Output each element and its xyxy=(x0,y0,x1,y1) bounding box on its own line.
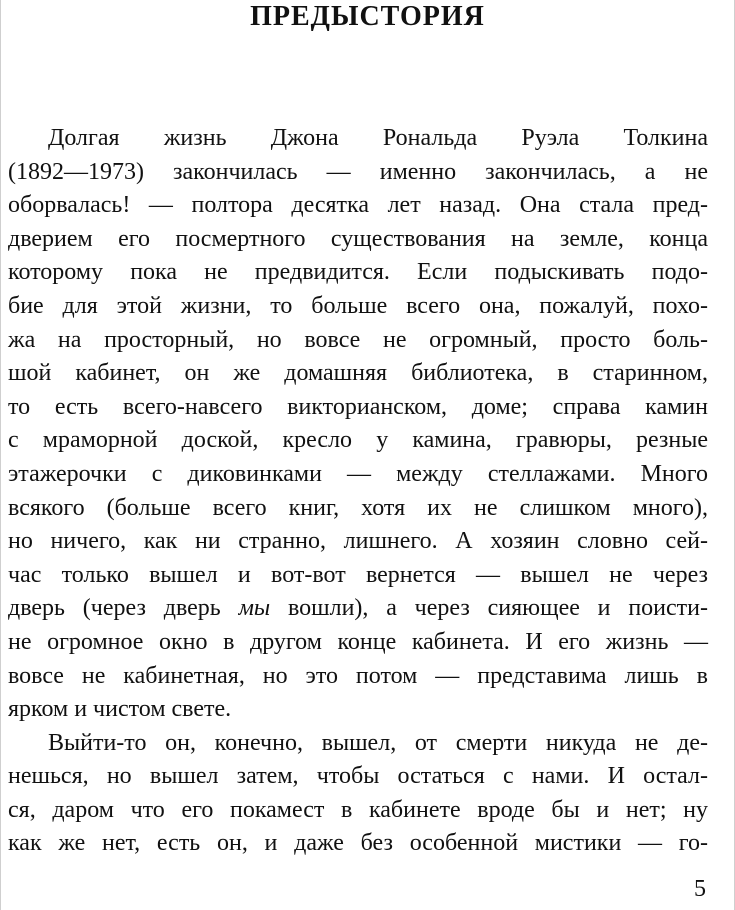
text-line: шой кабинет, он же домашняя библиотека, в старинном, xyxy=(8,360,708,387)
text-line: Долгая жизнь Джона Рональда Руэла Толкина xyxy=(48,125,708,151)
text-line: жа на просторный, но вовсе не огромный, просто боль- xyxy=(8,326,708,353)
italic-word: мы xyxy=(238,595,271,622)
text-line: этажерочки с диковинками — между стеллажами. Много xyxy=(8,460,708,487)
body-text xyxy=(8,122,708,861)
text-line xyxy=(8,592,708,626)
text-line: час только вышел и вот-вот вернется — вышел не через xyxy=(8,561,708,588)
text-line: ярком и чистом свете. xyxy=(8,696,232,723)
text-line: оборвалась! — полтора десятка лет назад. Она стала пред- xyxy=(8,192,708,219)
text-line: вовсе не кабинетная, но это потом — представима лишь в xyxy=(8,662,708,689)
text-line: то есть всего-навсего викторианском, доме; справа камин xyxy=(8,393,708,420)
page-number: 5 xyxy=(694,876,706,902)
text-fragment: вошли), а через сияющее и поисти- xyxy=(270,595,708,622)
text-line: не огромное окно в другом конце кабинета. И его жизнь — xyxy=(8,628,708,655)
text-line: Выйти-то он, конечно, вышел, от смерти никуда не де- xyxy=(48,729,708,756)
text-line: всякого (больше всего книг, хотя их не слишком много), xyxy=(8,494,708,521)
text-line: дверием его посмертного существования на земле, конца xyxy=(8,225,708,252)
text-line: но ничего, как ни странно, лишнего. А хозяин словно сей- xyxy=(8,528,708,555)
chapter-title: ПРЕДЫСТОРИЯ xyxy=(250,1,485,32)
text-line: ся, даром что его покамест в кабинете вроде бы и нет; ну xyxy=(8,796,708,823)
text-line: с мраморной доской, кресло у камина, гравюры, резные xyxy=(8,427,708,454)
text-line: бие для этой жизни, то больше всего она, пожалуй, похо- xyxy=(8,292,708,319)
text-line: как же нет, есть он, и даже без особенной мистики — го- xyxy=(8,830,708,857)
text-line: которому пока не предвидится. Если подыскивать подо- xyxy=(8,259,708,286)
text-line: (1892—1973) закончилась — именно закончилась, а не xyxy=(8,158,708,185)
text-fragment: дверь (через дверь xyxy=(8,595,239,622)
text-line: нешься, но вышел затем, чтобы остаться с нами. И остал- xyxy=(8,763,708,790)
